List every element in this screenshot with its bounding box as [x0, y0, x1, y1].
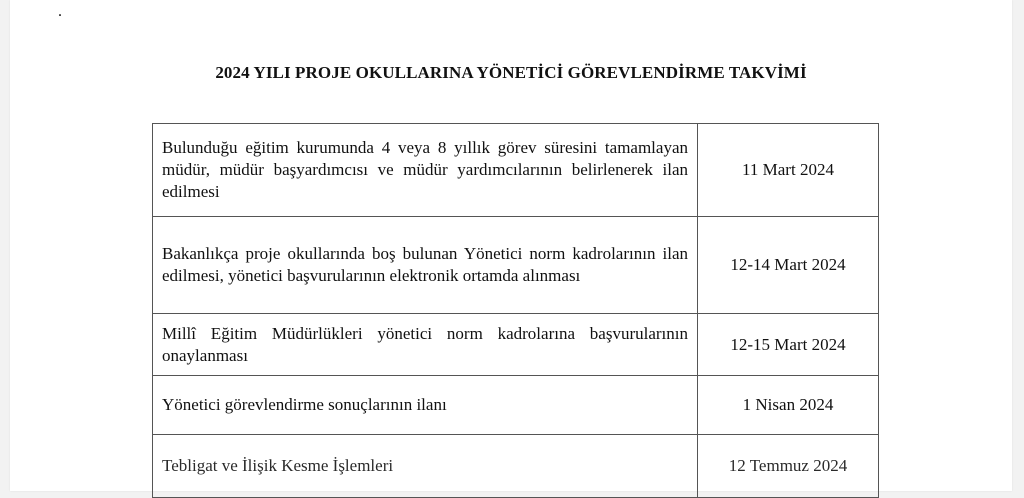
- row-description: Tebligat ve İlişik Kesme İşlemleri: [153, 435, 698, 498]
- document-title: 2024 YILI PROJE OKULLARINA YÖNETİCİ GÖREVLENDİRME TAKVİMİ: [215, 63, 807, 82]
- table-row: [153, 435, 879, 498]
- row-description: Yönetici görevlendirme sonuçlarının ilanı: [153, 376, 698, 435]
- row-date: 11 Mart 2024: [698, 124, 879, 217]
- row-date: 12-15 Mart 2024: [698, 314, 879, 376]
- document-page: [10, 0, 1012, 491]
- row-date: 12 Temmuz 2024: [698, 435, 879, 498]
- table-row: [153, 314, 879, 376]
- schedule-table: [152, 123, 879, 498]
- page-marker: .: [58, 3, 62, 20]
- row-description: Bulunduğu eğitim kurumunda 4 veya 8 yıllık görev süresini tamamlayan müdür, müdür başyardımcısı ve müdür yardımcılarının belirlenerek ilan edilmesi: [153, 124, 698, 217]
- row-date: 12-14 Mart 2024: [698, 217, 879, 314]
- row-description: Millî Eğitim Müdürlükleri yönetici norm kadrolarına başvurularının onaylanması: [153, 314, 698, 376]
- table-row: [153, 124, 879, 217]
- table-row: [153, 217, 879, 314]
- row-date: 1 Nisan 2024: [698, 376, 879, 435]
- row-description: Bakanlıkça proje okullarında boş bulunan Yönetici norm kadrolarının ilan edilmesi, yönetici başvurularının elektronik ortamda alınması: [153, 217, 698, 314]
- table-row: [153, 376, 879, 435]
